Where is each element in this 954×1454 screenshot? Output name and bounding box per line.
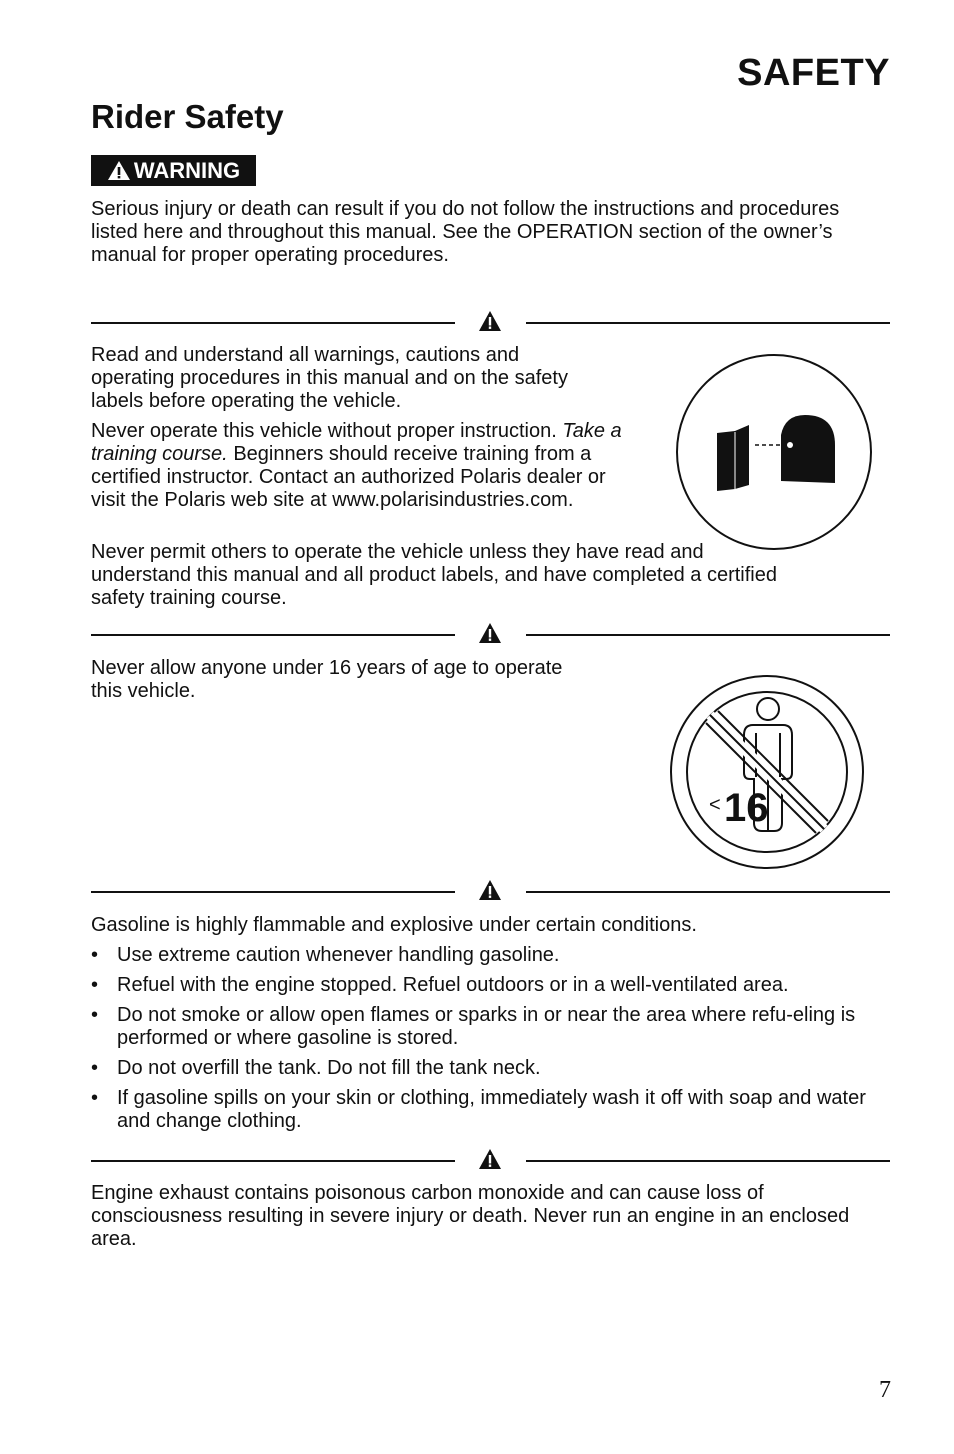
read-understand-paragraph: Read and understand all warnings, cautions and operating procedures in this manual and on the safety labels before operating the vehicle. <box>91 344 568 412</box>
no-under-16-icon <box>668 673 866 871</box>
warning-badge <box>91 155 256 186</box>
warning-divider <box>91 879 890 903</box>
warning-divider <box>91 310 890 334</box>
gasoline-lead-paragraph: Gasoline is highly flammable and explosive under certain conditions. <box>91 914 697 936</box>
training-paragraph <box>91 420 631 512</box>
list-item: • Do not smoke or allow open flames or sparks in or near the area where refu-eling is performed or where gasoline is stored. <box>91 1004 891 1050</box>
list-item: • Do not overfill the tank. Do not fill the tank neck. <box>91 1057 891 1080</box>
list-item: • If gasoline spills on your skin or clothing, immediately wash it off with soap and water and change clothing. <box>91 1087 891 1133</box>
training-lead: Never operate this vehicle without proper instruction. <box>91 420 557 442</box>
section-title: Rider Safety <box>91 98 284 135</box>
age-number: 16 <box>724 786 769 830</box>
warning-triangle-icon <box>478 622 502 644</box>
age-restriction-paragraph: Never allow anyone under 16 years of age to operate this vehicle. <box>91 657 563 702</box>
warning-triangle-icon <box>478 310 502 332</box>
warning-triangle-icon <box>107 160 131 181</box>
chapter-title: SAFETY <box>737 52 890 94</box>
exhaust-paragraph: Engine exhaust contains poisonous carbon monoxide and can cause loss of consciousness resulting in severe injury or death. Never run an engine in an enclosed area. <box>91 1182 850 1250</box>
training-rest: Beginners should receive training from a certified instructor. Contact an authorized Polaris dealer or visit the Polaris web site at www.polarisindustries.com. <box>91 443 606 511</box>
warning-label: WARNING <box>133 157 241 183</box>
training-emphasis: Take a training course. <box>91 420 622 465</box>
read-manual-icon <box>675 353 873 551</box>
list-item: • Refuel with the engine stopped. Refuel outdoors or in a well-ventilated area. <box>91 974 891 997</box>
page-number: 7 <box>879 1377 891 1403</box>
warning-divider <box>91 622 890 646</box>
warning-triangle-icon <box>478 1148 502 1170</box>
intro-paragraph: Serious injury or death can result if you do not follow the instructions and procedures listed here and throughout this manual. See the OPERATION section of the owner’s manual for proper operating procedures. <box>91 198 840 266</box>
list-item: • Use extreme caution whenever handling gasoline. <box>91 944 891 967</box>
warning-divider <box>91 1148 890 1172</box>
gasoline-bullet-list <box>91 944 891 1140</box>
warning-triangle-icon <box>478 879 502 901</box>
permit-others-paragraph: Never permit others to operate the vehicle unless they have read and understand this manual and all product labels, and have completed a certified safety training course. <box>91 541 777 609</box>
age-prefix: < <box>709 794 721 816</box>
